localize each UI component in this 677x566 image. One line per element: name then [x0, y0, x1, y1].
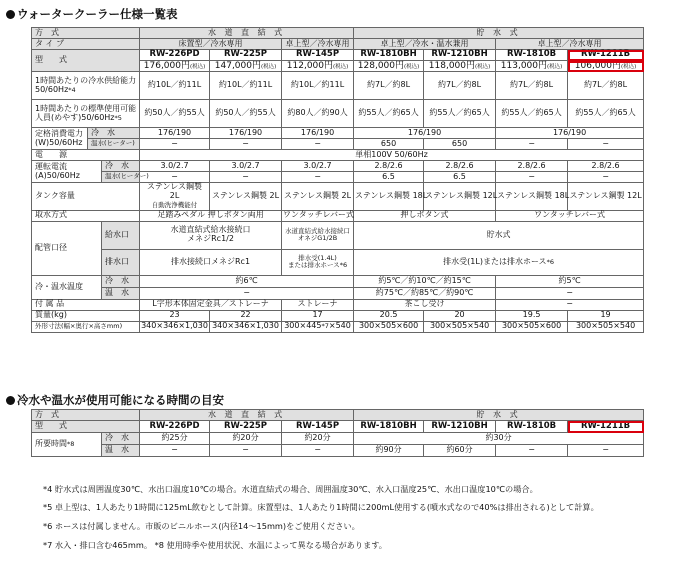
dimension-cell: 300×445*7×540 [282, 321, 354, 332]
current-cold-cell: 2.8/2.6 [354, 161, 424, 172]
drain-cell: 排水接続口メネジRc1 [140, 249, 282, 275]
power-heater-cell: − [140, 139, 210, 150]
model-cell: RW-225P [210, 421, 282, 433]
cold-sublabel: 冷 水 [102, 161, 140, 172]
dimension-cell: 300×505×600 [354, 321, 424, 332]
current-label: 運転電流(A)50/60Hz [32, 161, 102, 183]
accessory-cell: L字形本体固定金具／ストレーナ [140, 299, 282, 310]
cold-sublabel: 冷 水 [88, 128, 140, 139]
temp-label: 冷・温水温度 [32, 275, 102, 299]
price-cell: 147,000円(税込) [210, 61, 282, 72]
temp-warm-cell: 約75℃／約85℃／約90℃ [354, 287, 496, 299]
power-cold-cell: 176/190 [354, 128, 496, 139]
cold-sublabel: 冷 水 [102, 275, 140, 287]
current-cold-cell: 3.0/2.7 [140, 161, 210, 172]
power-label: 定格消費電力(W)50/60Hz [32, 128, 88, 150]
time-warm-cell: − [496, 445, 568, 457]
type-table-cold-2: 卓上型／冷水専用 [496, 39, 644, 50]
people-cell: 約50人／約55人 [140, 100, 210, 128]
type-floor-cold: 床置型／冷水専用 [140, 39, 282, 50]
model-cell: RW-225P [210, 50, 282, 61]
heater-sublabel: 温水(ヒーター) [102, 172, 140, 183]
tank-cell: ステンレス鋼製 2L 自動洗浄機能付 [140, 183, 210, 211]
type-table-cold-warm: 卓上型／冷水・温水兼用 [354, 39, 496, 50]
power-cold-cell: 176/190 [496, 128, 644, 139]
current-heater-cell: − [568, 172, 644, 183]
price-cell: 176,000円(税込) [140, 61, 210, 72]
tank-cell: ステンレス鋼製 12L [568, 183, 644, 211]
time-warm-cell: − [140, 445, 210, 457]
dispense-cell: ワンタッチレバー式 [496, 210, 644, 221]
mass-cell: 17 [282, 310, 354, 321]
time-table [31, 409, 644, 457]
model-header: 型 式 [32, 50, 140, 72]
type-table-cold: 卓上型／冷水専用 [282, 39, 354, 50]
method-header: 方 式 [32, 28, 140, 39]
power-heater-cell: 650 [354, 139, 424, 150]
price-cell: 112,000円(税込) [282, 61, 354, 72]
power-heater-cell: 650 [424, 139, 496, 150]
drain-sublabel: 排水口 [102, 249, 140, 275]
dispense-cell: 押しボタン式 [354, 210, 496, 221]
current-heater-cell: 6.5 [354, 172, 424, 183]
model-cell: RW-1210BH [424, 421, 496, 433]
drain-cell: 排水受(1L)または排水ホース*6 [354, 249, 644, 275]
source-value: 単相100V 50/60Hz [140, 150, 644, 161]
temp-cold-cell: 約6℃ [140, 275, 354, 287]
type-header: タ イ プ [32, 39, 140, 50]
dimension-cell: 300×505×540 [424, 321, 496, 332]
time-warm-cell: 約60分 [424, 445, 496, 457]
group-tank: 貯 水 式 [354, 410, 644, 421]
temp-warm-cell: − [140, 287, 354, 299]
spec-section-title: ウォータークーラー仕様一覧表 [6, 6, 178, 22]
accessory-label: 付 属 品 [32, 299, 140, 310]
tank-cell: ステンレス鋼製 2L [282, 183, 354, 211]
group-tank: 貯 水 式 [354, 28, 644, 39]
bullet-icon [6, 10, 15, 19]
capacity-cell: 約10L／約11L [140, 72, 210, 100]
time-warm-cell: − [210, 445, 282, 457]
current-cold-cell: 3.0/2.7 [210, 161, 282, 172]
temp-warm-cell: − [496, 287, 644, 299]
time-warm-cell: 約90分 [354, 445, 424, 457]
dispense-label: 取水方式 [32, 210, 140, 221]
dimension-cell: 300×505×600 [496, 321, 568, 332]
people-cell: 約80人／約90人 [282, 100, 354, 128]
people-cell: 約55人／約65人 [354, 100, 424, 128]
people-cell: 約55人／約65人 [568, 100, 644, 128]
model-cell: RW-145P [282, 421, 354, 433]
capacity-cell: 約10L／約11L [210, 72, 282, 100]
model-cell-highlighted: RW-1211B [568, 421, 644, 433]
dimension-label: 外形寸法(幅×奥行×高さmm) [32, 321, 140, 332]
tank-cell: ステンレス鋼製 18L [354, 183, 424, 211]
capacity-cell: 約10L／約11L [282, 72, 354, 100]
supply-cell: 水道直結式給水接続口 オネジG1/2B [282, 221, 354, 249]
footnote: *4 貯水式は周囲温度30℃、水出口温度10℃の場合。水道直結式の場合、周囲温度30℃、水入口温度25℃、水出口温度10℃の場合。 [43, 484, 538, 494]
spec-table [31, 27, 644, 333]
capacity-cell: 約7L／約8L [568, 72, 644, 100]
dimension-cell: 300×505×540 [568, 321, 644, 332]
cold-sublabel: 冷 水 [102, 433, 140, 445]
drain-cell: 排水受(1.4L) または排水ホース*6 [282, 249, 354, 275]
temp-cold-cell: 約5℃ [496, 275, 644, 287]
current-heater-cell: − [210, 172, 282, 183]
warm-sublabel: 温 水 [102, 287, 140, 299]
price-cell-highlighted: 106,000円(税込) [568, 61, 644, 72]
model-cell: RW-1810BH [354, 421, 424, 433]
heater-sublabel: 温水(ヒーター) [88, 139, 140, 150]
accessory-cell: 茶こし受け [354, 299, 496, 310]
piping-label: 配管口径 [32, 221, 102, 275]
model-cell: RW-226PD [140, 421, 210, 433]
group-direct: 水 道 直 結 式 [140, 410, 354, 421]
time-cold-cell: 約20分 [282, 433, 354, 445]
mass-cell: 19 [568, 310, 644, 321]
mass-cell: 20.5 [354, 310, 424, 321]
method-header: 方 式 [32, 410, 140, 421]
model-cell-highlighted: RW-1211B [568, 50, 644, 61]
power-heater-cell: − [568, 139, 644, 150]
footnote: *6 ホースは付属しません。市販のビニルホース(内径14〜15mm)をご使用ください。 [43, 521, 360, 531]
temp-cold-cell: 約5℃／約10℃／約15℃ [354, 275, 496, 287]
source-label: 電 源 [32, 150, 140, 161]
time-cold-cell: 約25分 [140, 433, 210, 445]
mass-cell: 20 [424, 310, 496, 321]
model-cell: RW-145P [282, 50, 354, 61]
capacity-cell: 約7L／約8L [354, 72, 424, 100]
time-cold-cell: 約20分 [210, 433, 282, 445]
power-cold-cell: 176/190 [140, 128, 210, 139]
mass-cell: 22 [210, 310, 282, 321]
current-cold-cell: 3.0/2.7 [282, 161, 354, 172]
time-cold-cell: 約30分 [354, 433, 644, 445]
tank-cell: ステンレス鋼製 18L [496, 183, 568, 211]
footnote: *7 水入・排口含む465mm。 *8 使用時季や使用状況、水温によって異なる場合があります。 [43, 540, 387, 550]
dispense-cell: 足踏みペダル 押しボタン両用 [140, 210, 282, 221]
mass-label: 質量(kg) [32, 310, 140, 321]
power-cold-cell: 176/190 [210, 128, 282, 139]
power-heater-cell: − [282, 139, 354, 150]
current-cold-cell: 2.8/2.6 [568, 161, 644, 172]
capacity-cell: 約7L／約8L [424, 72, 496, 100]
mass-cell: 19.5 [496, 310, 568, 321]
time-warm-cell: − [282, 445, 354, 457]
current-cold-cell: 2.8/2.6 [424, 161, 496, 172]
dimension-cell: 340×346×1,030 [210, 321, 282, 332]
time-label: 所要時間*8 [32, 433, 102, 457]
dimension-cell: 340×346×1,030 [141, 321, 208, 331]
capacity-label: 1時間あたりの冷水供給能力 50/60Hz*4 [32, 72, 140, 100]
tank-label: タンク容量 [32, 183, 140, 211]
power-cold-cell: 176/190 [282, 128, 354, 139]
current-heater-cell: − [282, 172, 354, 183]
price-cell: 113,000円(税込) [496, 61, 568, 72]
people-label: 1時間あたりの標準使用可能人員(めやす)50/60Hz*5 [32, 100, 140, 128]
model-cell: RW-1810BH [354, 50, 424, 61]
price-cell: 128,000円(税込) [354, 61, 424, 72]
accessory-cell: ストレーナ [282, 299, 354, 310]
current-heater-cell: − [496, 172, 568, 183]
mass-cell: 23 [140, 310, 210, 321]
accessory-cell: − [496, 299, 644, 310]
power-heater-cell: − [496, 139, 568, 150]
time-section-title: 冷水や温水が使用可能になる時間の目安 [6, 392, 224, 408]
model-cell: RW-1810B [496, 421, 568, 433]
model-header: 型 式 [32, 421, 140, 433]
people-cell: 約55人／約65人 [496, 100, 568, 128]
current-heater-cell: − [140, 172, 210, 183]
model-cell: RW-1810B [496, 50, 568, 61]
supply-cell: 水道直結式給水接続口 メネジRc1/2 [140, 221, 282, 249]
time-warm-cell: − [568, 445, 644, 457]
price-cell: 118,000円(税込) [424, 61, 496, 72]
bullet-icon [6, 396, 15, 405]
current-heater-cell: 6.5 [424, 172, 496, 183]
tank-cell: ステンレス鋼製 12L [424, 183, 496, 211]
group-direct: 水 道 直 結 式 [140, 28, 354, 39]
people-cell: 約50人／約55人 [210, 100, 282, 128]
dispense-cell: ワンタッチレバー式 [283, 210, 354, 220]
footnote: *5 卓上型は、1人あたり1時間に125mL飲むとして計算。床置型は、1人あたり1時間に200mL使用する(噴水式なので40%は排出される)として計算。 [43, 502, 599, 512]
current-cold-cell: 2.8/2.6 [496, 161, 568, 172]
power-heater-cell: − [210, 139, 282, 150]
capacity-cell: 約7L／約8L [496, 72, 568, 100]
warm-sublabel: 温 水 [102, 445, 140, 457]
supply-sublabel: 給水口 [102, 221, 140, 249]
people-cell: 約55人／約65人 [424, 100, 496, 128]
tank-cell: ステンレス鋼製 2L [210, 183, 282, 211]
model-cell: RW-226PD [140, 50, 210, 61]
model-cell: RW-1210BH [424, 50, 496, 61]
supply-cell: 貯水式 [354, 221, 644, 249]
